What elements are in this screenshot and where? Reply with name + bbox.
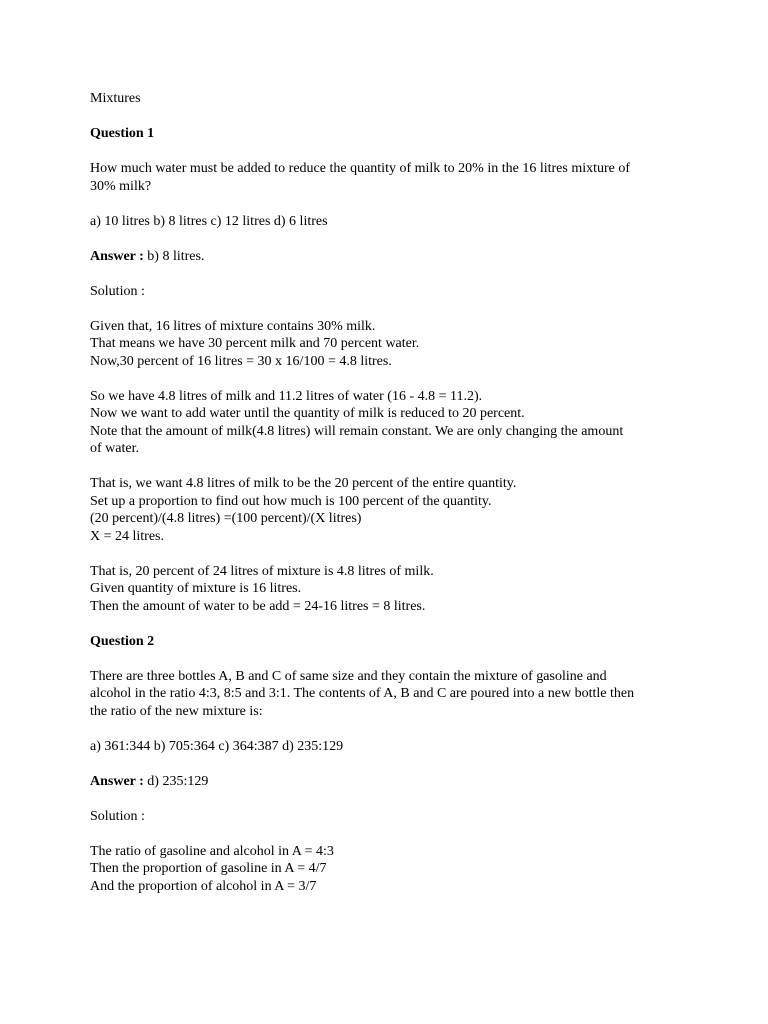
solution-line: Set up a proportion to find out how much is 100 percent of the quantity. xyxy=(90,493,492,509)
spacer xyxy=(90,108,690,126)
spacer xyxy=(90,650,690,668)
spacer xyxy=(90,545,690,563)
question-2-heading-text: Question 2 xyxy=(90,633,155,649)
spacer xyxy=(90,615,690,633)
solution-line: Given quantity of mixture is 16 litres. xyxy=(90,581,302,596)
spacer xyxy=(90,143,690,161)
question-1-text-line-2: 30% milk? xyxy=(90,178,152,194)
question-2-text-line: alcohol in the ratio 4:3, 8:5 and 3:1. The contents of A, B and C are poured into a new bottle then xyxy=(90,686,635,701)
question-2-options: a) 361:344 b) 705:364 c) 364:387 d) 235:129 xyxy=(90,738,344,754)
solution-line: of water. xyxy=(90,441,139,456)
answer-label: Answer : xyxy=(90,773,144,789)
spacer xyxy=(90,755,690,773)
solution-line: So we have 4.8 litres of milk and 11.2 litres of water (16 - 4.8 = 11.2). xyxy=(90,388,483,404)
spacer xyxy=(90,300,690,318)
spacer xyxy=(90,458,690,476)
question-1-heading xyxy=(90,125,690,143)
question-2-text-line: the ratio of the new mixture is: xyxy=(90,703,263,719)
spacer xyxy=(90,370,690,388)
spacer xyxy=(90,230,690,248)
answer-value: b) 8 litres. xyxy=(143,248,205,264)
solution-line: That is, 20 percent of 24 litres of mixture is 4.8 litres of milk. xyxy=(90,563,434,579)
solution-line: That is, we want 4.8 litres of milk to be the 20 percent of the entire quantity. xyxy=(90,476,517,491)
document-page xyxy=(90,90,690,895)
solution-line: Then the amount of water to be add = 24-16 litres = 8 litres. xyxy=(90,598,426,614)
question-2-text-line: There are three bottles A, B and C of same size and they contain the mixture of gasoline and xyxy=(90,668,607,684)
solution-line: Now,30 percent of 16 litres = 30 x 16/100 = 4.8 litres. xyxy=(90,353,392,369)
question-1-heading-text: Question 1 xyxy=(90,126,155,141)
question-2-solution-label: Solution : xyxy=(90,808,145,824)
solution-line: The ratio of gasoline and alcohol in A = 4:3 xyxy=(90,843,334,859)
solution-line: And the proportion of alcohol in A = 3/7 xyxy=(90,878,317,894)
question-2-heading xyxy=(90,633,690,651)
spacer xyxy=(90,195,690,213)
question-2-answer xyxy=(90,773,690,791)
solution-line: That means we have 30 percent milk and 70 percent water. xyxy=(90,336,420,351)
question-1-options: a) 10 litres b) 8 litres c) 12 litres d) 6 litres xyxy=(90,213,328,229)
solution-line: (20 percent)/(4.8 litres) =(100 percent)/(X litres) xyxy=(90,511,362,526)
spacer xyxy=(90,265,690,283)
solution-line: Given that, 16 litres of mixture contains 30% milk. xyxy=(90,318,376,334)
spacer xyxy=(90,790,690,808)
document-title: Mixtures xyxy=(90,91,141,106)
question-1-answer xyxy=(90,248,690,266)
solution-line: Now we want to add water until the quantity of milk is reduced to 20 percent. xyxy=(90,406,525,421)
spacer xyxy=(90,825,690,843)
question-1-text-line-1: How much water must be added to reduce the quantity of milk to 20% in the 16 litres mixture of xyxy=(90,161,631,176)
answer-label: Answer : xyxy=(90,248,144,264)
spacer xyxy=(90,720,690,738)
answer-value: d) 235:129 xyxy=(143,773,209,789)
solution-line: Note that the amount of milk(4.8 litres) will remain constant. We are only changing the amount xyxy=(90,423,624,439)
question-1-solution-label: Solution : xyxy=(90,283,145,299)
solution-line: X = 24 litres. xyxy=(90,528,164,544)
solution-line: Then the proportion of gasoline in A = 4/7 xyxy=(90,861,327,876)
